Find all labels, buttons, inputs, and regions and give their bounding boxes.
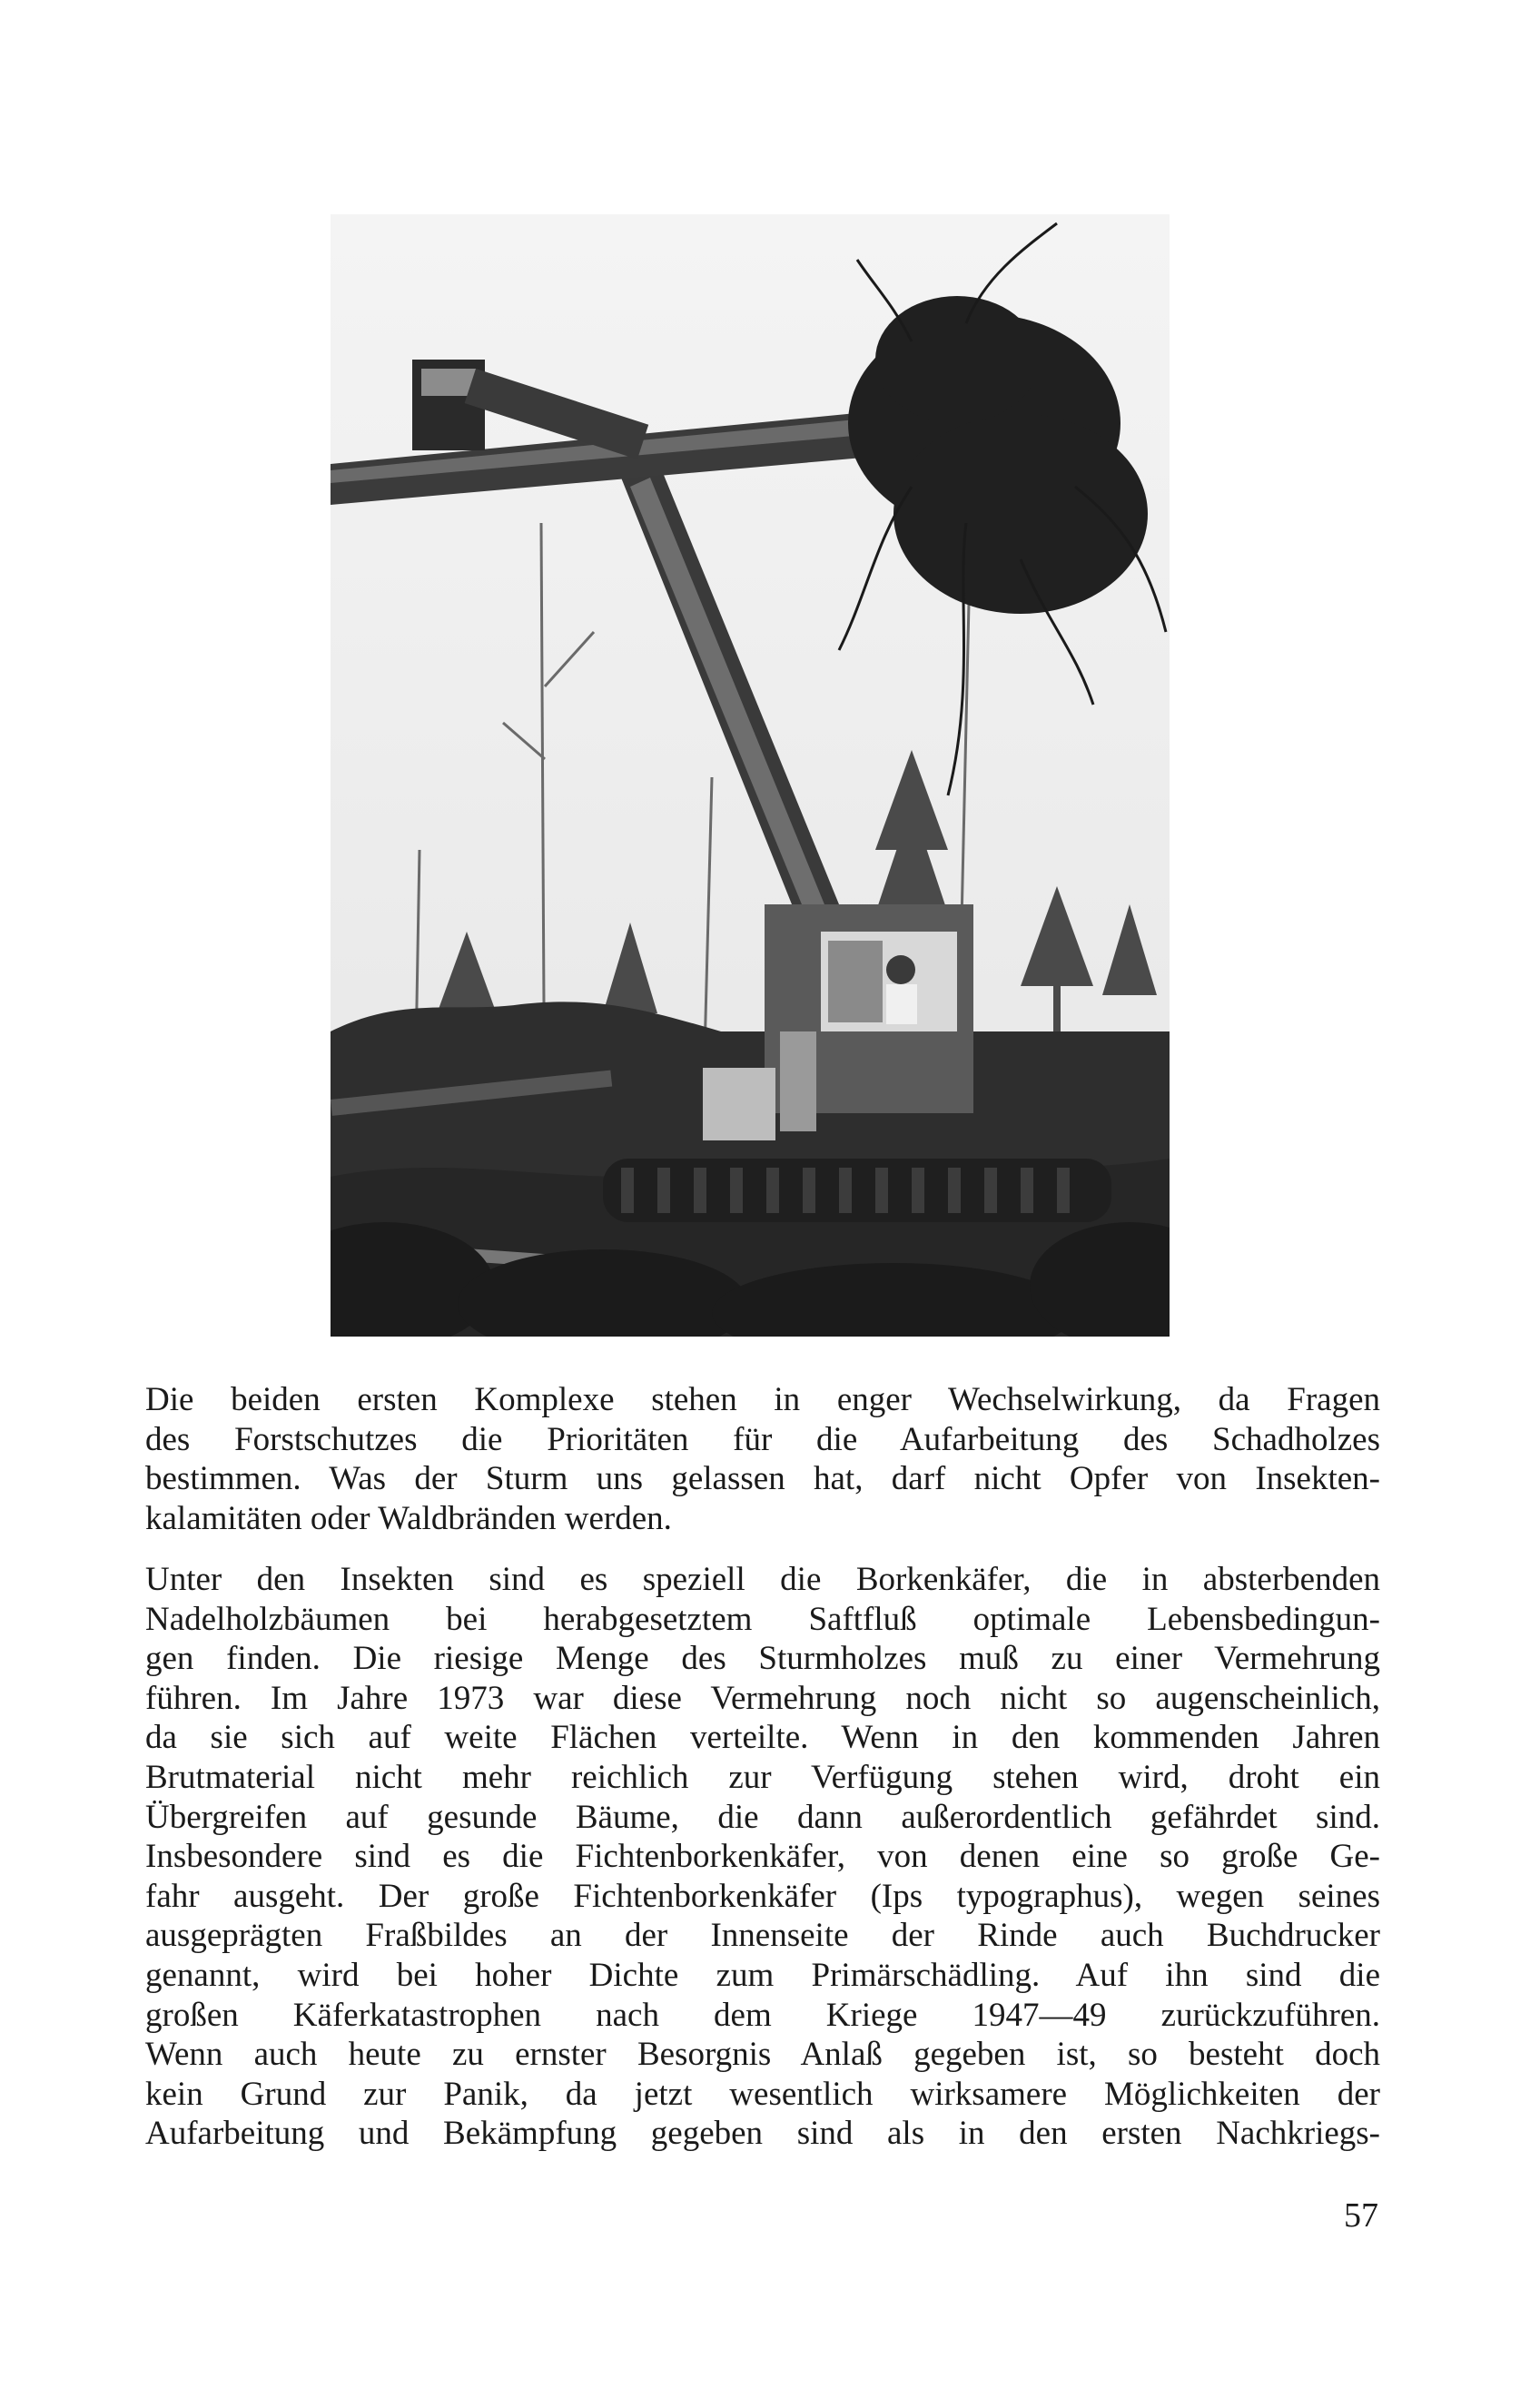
paragraph-1 [145,1380,1380,1538]
text-line: großen Käferkatastrophen nach dem Kriege 1947—49 zurückzuführen. [145,1996,1380,2034]
page-number: 57 [1344,2196,1378,2235]
photo-illustration [331,214,1170,1337]
text-line: bestimmen. Was der Sturm uns gelassen hat, darf nicht Opfer von Insekten- [145,1460,1380,1498]
text-line: Aufarbeitung und Bekämpfung gegeben sind als in den ersten Nachkriegs- [145,2115,1380,2153]
text-line: Unter den Insekten sind es speziell die Borkenkäfer, die in absterbenden [145,1561,1380,1598]
text-line: Wenn auch heute zu ernster Besorgnis Anlaß gegeben ist, so besteht doch [145,2036,1380,2074]
text-line: des Forstschutzes die Prioritäten für die Aufarbeitung des Schadholzes [145,1420,1380,1458]
photo-tree-harvester-icon [331,214,1170,1337]
text-line: kalamitäten oder Waldbränden werden. [145,1499,672,1537]
text-line: kein Grund zur Panik, da jetzt wesentlich wirksamere Möglichkeiten der [145,2075,1380,2113]
text-line: Brutmaterial nicht mehr reichlich zur Verfügung stehen wird, droht ein [145,1758,1380,1796]
text-line: fahr ausgeht. Der große Fichtenborkenkäfer (Ips typographus), wegen seines [145,1877,1380,1915]
text-line: genannt, wird bei hoher Dichte zum Primärschädling. Auf ihn sind die [145,1956,1380,1994]
text-line: Nadelholzbäumen bei herabgesetztem Saftfluß optimale Lebensbedingun- [145,1600,1380,1638]
text-line: Insbesondere sind es die Fichtenborkenkäfer, von denen eine so große Ge- [145,1838,1380,1876]
text-line: Übergreifen auf gesunde Bäume, die dann außerordentlich gefährdet sind. [145,1798,1380,1836]
text-line: gen finden. Die riesige Menge des Sturmholzes muß zu einer Vermehrung [145,1640,1380,1678]
paragraph-2 [145,1560,1380,2154]
text-line: da sie sich auf weite Flächen verteilte. Wenn in den kommenden Jahren [145,1719,1380,1757]
text-line: ausgeprägten Fraßbildes an der Innenseite der Rinde auch Buchdrucker [145,1917,1380,1955]
text-line: Die beiden ersten Komplexe stehen in enger Wechselwirkung, da Fragen [145,1381,1380,1418]
text-line: führen. Im Jahre 1973 war diese Vermehrung noch nicht so augenscheinlich, [145,1679,1380,1717]
